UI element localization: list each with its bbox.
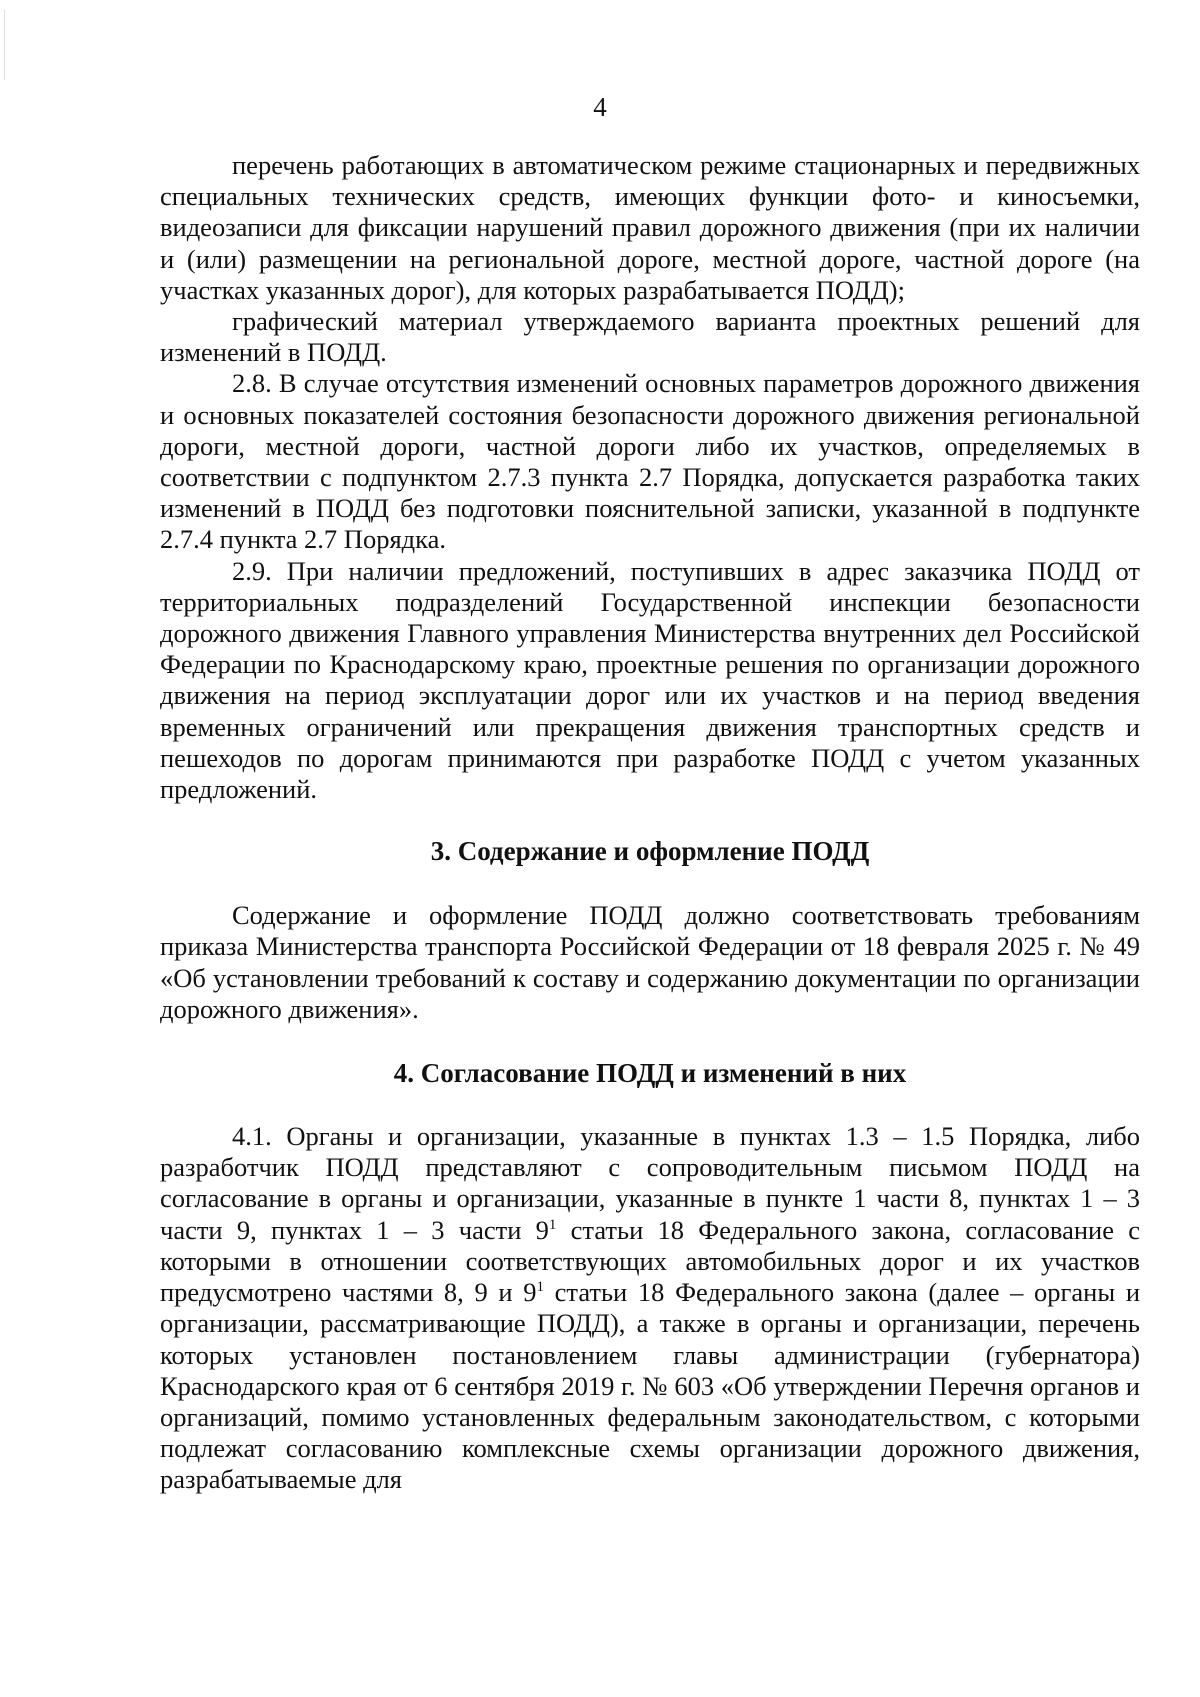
scan-edge-mark <box>4 10 5 80</box>
section-3-heading: 3. Содержание и оформление ПОДД <box>430 836 870 867</box>
paragraph-2-8: 2.8. В случае отсутствия изменений основных параметров дорожного движения и основных показателей состояния безопасности дорожного движения региональной дороги, местной дороги, частной дороги либо их участков, определяемых в соответствии с подпунктом 2.7.3 пункта 2.7 Порядка, допускается разработка таких изменений в ПОДД без подготовки пояснительной записки, указанной в подпункте 2.7.4 пункта 2.7 Порядка. <box>160 368 1140 555</box>
paragraph-4-1-text-b: статьи 18 Федерального закона, согласование с которыми в отношении соответствующих автомобильных дорог и их участков предусмотрено частями 8, 9 и 9 <box>160 1214 1140 1308</box>
spacer <box>160 1025 1140 1057</box>
superscript-1: 1 <box>536 1279 544 1296</box>
paragraph-cameras-list: перечень работающих в автоматическом режиме стационарных и передвижных специальных технических средств, имеющих функции фото- и киносъемки, видеозаписи для фиксации нарушений правил дорожного движения (при их наличии и (или) размещении на региональной дороге, местной дороге, частной дороге (на участках указанных дорог), для которых разрабатывается ПОДД); <box>160 150 1140 305</box>
section-4-heading: 4. Согласование ПОДД и изменений в них <box>393 1058 907 1089</box>
document-body <box>160 150 1140 1496</box>
spacer <box>160 867 1140 900</box>
paragraph-4-1 <box>160 1121 1140 1495</box>
spacer <box>160 805 1140 835</box>
page-number: 4 <box>593 92 607 122</box>
spacer <box>160 1089 1140 1121</box>
paragraph-section-3: Содержание и оформление ПОДД должно соответствовать требованиям приказа Министерства транспорта Российской Федерации от 18 февраля 2025 г. № 49 «Об установлении требований к составу и содержанию документации по организации дорожного движения». <box>160 900 1140 1024</box>
paragraph-2-9: 2.9. При наличии предложений, поступивших в адрес заказчика ПОДД от территориальных подразделений Государственной инспекции безопасности дорожного движения Главного управления Министерства внутренних дел Российской Федерации по Краснодарскому краю, проектные решения по организации дорожного движения на период эксплуатации дорог или их участков и на период введения временных ограничений или прекращения движения транспортных средств и пешеходов по дорогам принимаются при разработке ПОДД с учетом указанных предложений. <box>160 555 1140 805</box>
paragraph-graphic-material: графический материал утверждаемого варианта проектных решений для изменений в ПОДД. <box>160 306 1140 368</box>
paragraph-4-1-text-c: статьи 18 Федерального закона (далее – органы и организации, рассматривающие ПОДД), а также в органы и организации, перечень которых установлен постановлением главы администрации (губернатора) Краснодарского края от 6 сентября 2019 г. № 603 «Об утверждении Перечня органов и организаций, помимо установленных федеральным законодательством, с которыми подлежат согласованию комплексные схемы организации дорожного движения, разрабатываемые для <box>160 1277 1141 1495</box>
paragraph-4-1-text-a: 4.1. Органы и организации, указанные в пунктах 1.3 – 1.5 Порядка, либо разработчик ПОДД представляют с сопроводительным письмом ПОДД на согласование в органы и организации, указанные в пункте 1 части 8, пунктах 1 – 3 части 9, пунктах 1 – 3 части 9 <box>160 1121 1140 1245</box>
superscript-1: 1 <box>548 1216 557 1233</box>
